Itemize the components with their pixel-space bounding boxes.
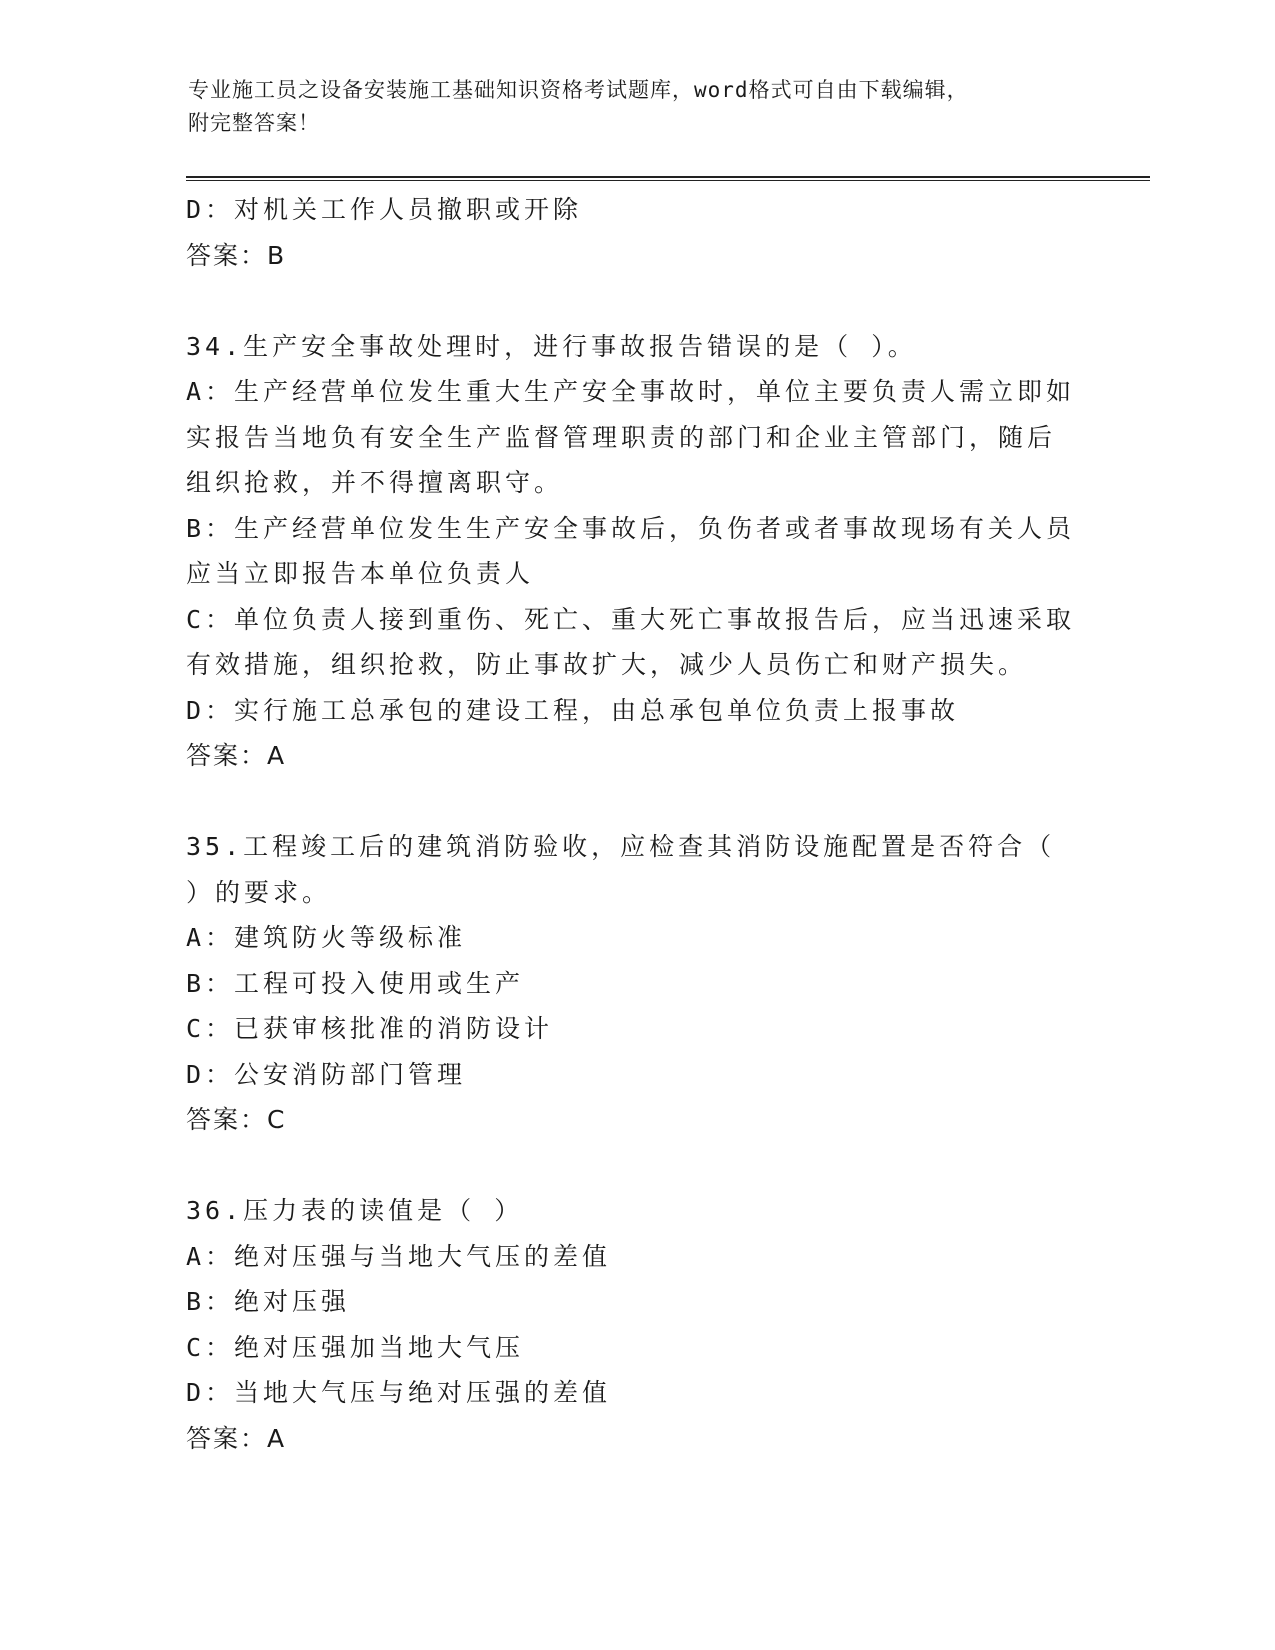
option-c: C：绝对压强加当地大气压 — [186, 1332, 525, 1362]
option-text: 实报告当地负有安全生产监督管理职责的部门和企业主管部门，随后 — [186, 422, 1057, 452]
answer: 答案：A — [186, 1423, 287, 1453]
option-a — [186, 369, 1086, 506]
option-text: C：单位负责人接到重伤、死亡、重大死亡事故报告后，应当迅速采取 — [186, 604, 1076, 634]
prev-option-d: D：对机关工作人员撤职或开除 — [186, 195, 583, 224]
option-d: D：当地大气压与绝对压强的差值 — [186, 1378, 612, 1407]
option-a: A：建筑防火等级标准 — [186, 923, 467, 952]
answer: 答案：A — [186, 741, 287, 770]
spacer — [186, 779, 1086, 825]
option-text: 组织抢救，并不得擅离职守。 — [186, 468, 564, 497]
question-34 — [186, 324, 1086, 779]
question-36 — [186, 1188, 1086, 1461]
option-text: B：生产经营单位发生生产安全事故后，负伤者或者事故现场有关人员 — [186, 513, 1076, 543]
question-35 — [186, 824, 1086, 1143]
prev-answer: 答案：B — [186, 240, 287, 270]
option-d — [186, 688, 1086, 734]
option-a: A：绝对压强与当地大气压的差值 — [186, 1241, 612, 1271]
option-text: 有效措施，组织抢救，防止事故扩大，减少人员伤亡和财产损失。 — [186, 650, 1028, 679]
option-text: D：实行施工总承包的建设工程，由总承包单位负责上报事故 — [186, 695, 960, 725]
option-text: A：生产经营单位发生重大生产安全事故时，单位主要负责人需立即如 — [186, 377, 1076, 406]
option-b: B：绝对压强 — [186, 1287, 351, 1316]
spacer — [186, 278, 1086, 324]
option-text: 应当立即报告本单位负责人 — [186, 559, 535, 588]
question-content — [186, 187, 1086, 1461]
question-stem: ）的要求。 — [186, 877, 332, 907]
option-c — [186, 597, 1086, 688]
header-line-1: 专业施工员之设备安装施工基础知识资格考试题库，word格式可自由下载编辑， — [188, 78, 969, 102]
header-line-2: 附完整答案！ — [188, 111, 320, 135]
option-b: B：工程可投入使用或生产 — [186, 968, 525, 998]
question-stem: 35.工程竣工后的建筑消防验收，应检查其消防设施配置是否符合（ — [186, 832, 1056, 861]
spacer — [186, 1143, 1086, 1189]
header-divider — [186, 176, 1150, 181]
document-header — [188, 74, 1068, 140]
answer: 答案：C — [186, 1105, 287, 1134]
question-stem: 36.压力表的读值是（ ） — [186, 1196, 524, 1225]
option-b — [186, 506, 1086, 597]
option-d: D：公安消防部门管理 — [186, 1059, 467, 1089]
option-c: C：已获审核批准的消防设计 — [186, 1014, 554, 1043]
question-stem: 34.生产安全事故处理时，进行事故报告错误的是（ ）。 — [186, 331, 917, 361]
